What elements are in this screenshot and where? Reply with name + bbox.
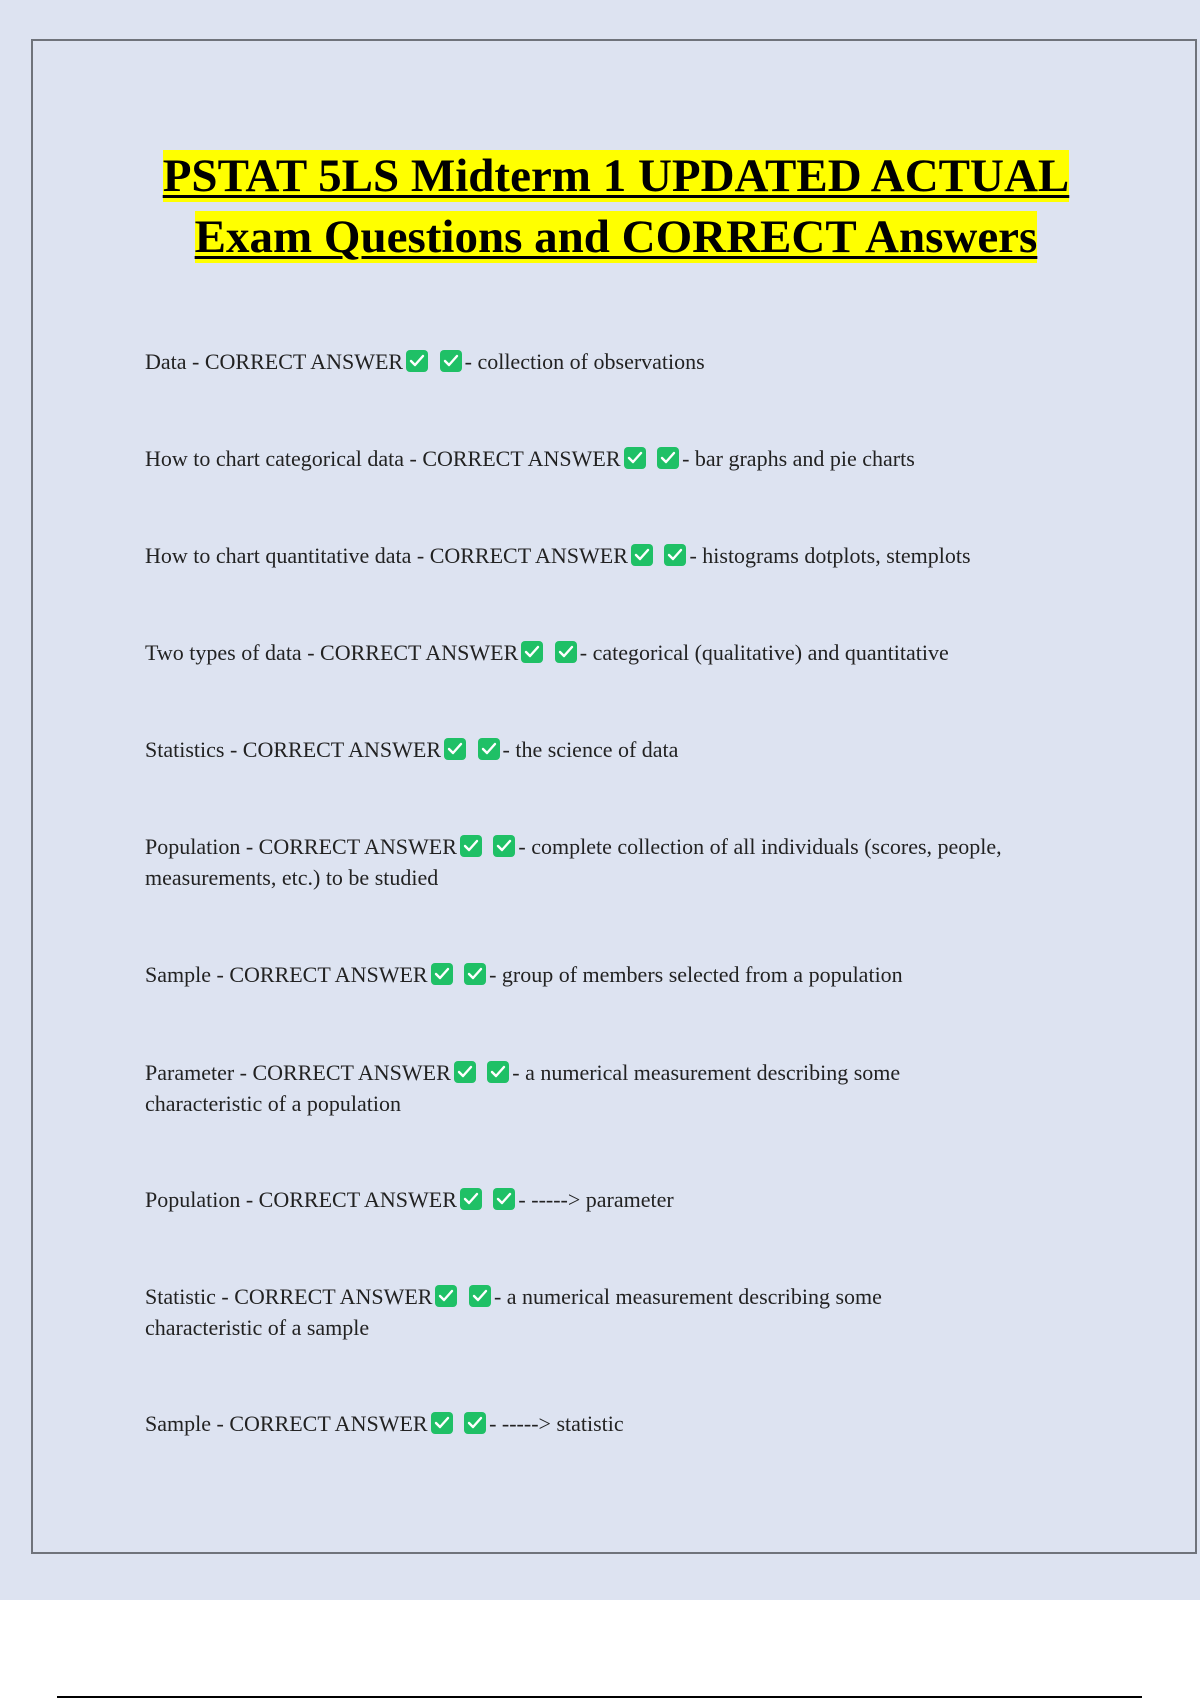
term: Statistics <box>145 737 225 762</box>
check-box-icon <box>440 350 462 372</box>
definition: a numerical measurement describing some characteristic of a sample <box>145 1284 882 1340</box>
term: Population <box>145 834 241 859</box>
definition: histograms dotplots, stemplots <box>702 543 971 568</box>
answer-label: CORRECT ANSWER <box>234 1284 433 1309</box>
answer-label: CORRECT ANSWER <box>242 737 442 762</box>
qa-entry: Population - CORRECT ANSWER - complete collection of all individuals (scores, people, measurements, etc.) to be studied <box>145 834 1002 890</box>
definition: group of members selected from a population <box>501 962 903 987</box>
qa-entry: Data - CORRECT ANSWER - collection of observations <box>145 349 705 374</box>
answer-label: CORRECT ANSWER <box>204 349 404 374</box>
term: Sample <box>145 962 211 987</box>
check-box-icon <box>444 738 466 760</box>
definition: a numerical measurement describing some characteristic of a population <box>145 1060 901 1116</box>
term: Population <box>145 1187 241 1212</box>
check-box-icon <box>493 1188 515 1210</box>
qa-entry: Sample - CORRECT ANSWER - group of members selected from a population <box>145 962 903 987</box>
qa-entry: Parameter - CORRECT ANSWER - a numerical measurement describing some characteristic of a population <box>145 1060 901 1116</box>
term: How to chart categorical data <box>145 446 404 471</box>
answer-label: CORRECT ANSWER <box>258 834 457 859</box>
term: Sample <box>145 1411 211 1436</box>
check-box-icon <box>431 963 453 985</box>
check-box-icon <box>664 544 686 566</box>
check-box-icon <box>657 447 679 469</box>
term: How to chart quantitative data <box>145 543 412 568</box>
check-box-icon <box>406 350 428 372</box>
term: Two types of data <box>145 640 302 665</box>
check-box-icon <box>464 1412 486 1434</box>
definition: -----> parameter <box>531 1187 674 1212</box>
check-box-icon <box>454 1061 476 1083</box>
qa-entry: Two types of data - CORRECT ANSWER - categorical (qualitative) and quantitative <box>145 640 949 665</box>
check-box-icon <box>624 447 646 469</box>
answer-label: CORRECT ANSWER <box>320 640 519 665</box>
answer-label: CORRECT ANSWER <box>229 962 428 987</box>
qa-entry: Statistics - CORRECT ANSWER - the science of data <box>145 737 679 762</box>
term: Data <box>145 349 187 374</box>
qa-entry: Statistic - CORRECT ANSWER - a numerical measurement describing some characteristic of a sample <box>145 1284 882 1340</box>
term: Parameter <box>145 1060 235 1085</box>
answer-label: CORRECT ANSWER <box>258 1187 457 1212</box>
term: Statistic <box>145 1284 216 1309</box>
definition: -----> statistic <box>501 1411 624 1436</box>
check-box-icon <box>460 1188 482 1210</box>
document-title <box>120 146 1112 268</box>
definition: collection of observations <box>477 349 705 374</box>
check-box-icon <box>431 1412 453 1434</box>
qa-entry: How to chart quantitative data - CORRECT ANSWER - histograms dotplots, stemplots <box>145 543 971 568</box>
qa-entry: Sample - CORRECT ANSWER - -----> statistic <box>145 1411 624 1436</box>
check-box-icon <box>478 738 500 760</box>
qa-entry: Population - CORRECT ANSWER - -----> parameter <box>145 1187 674 1212</box>
answer-label: CORRECT ANSWER <box>429 543 628 568</box>
definition: the science of data <box>515 737 679 762</box>
check-box-icon <box>555 641 577 663</box>
answer-label: CORRECT ANSWER <box>229 1411 428 1436</box>
definition: bar graphs and pie charts <box>694 446 915 471</box>
check-box-icon <box>487 1061 509 1083</box>
answer-label: CORRECT ANSWER <box>422 446 621 471</box>
check-box-icon <box>435 1285 457 1307</box>
qa-entry: How to chart categorical data - CORRECT ANSWER - bar graphs and pie charts <box>145 446 915 471</box>
check-box-icon <box>521 641 543 663</box>
check-box-icon <box>631 544 653 566</box>
answer-label: CORRECT ANSWER <box>252 1060 451 1085</box>
check-box-icon <box>493 835 515 857</box>
check-box-icon <box>460 835 482 857</box>
definition: categorical (qualitative) and quantitative <box>592 640 949 665</box>
check-box-icon <box>469 1285 491 1307</box>
check-box-icon <box>464 963 486 985</box>
footer-rule <box>57 1696 1142 1698</box>
definition: complete collection of all individuals (scores, people, measurements, etc.) to be studied <box>145 834 1002 890</box>
title-highlight: PSTAT 5LS Midterm 1 UPDATED ACTUAL Exam Questions and CORRECT Answers <box>162 150 1070 263</box>
